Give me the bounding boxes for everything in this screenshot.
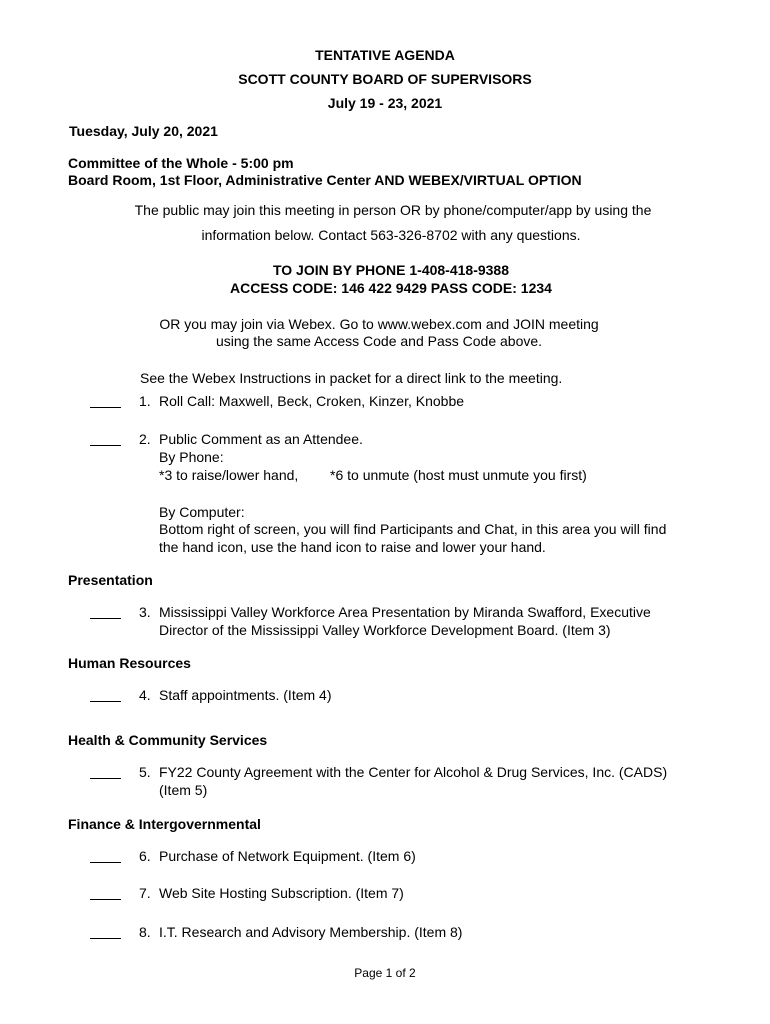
item-7-blank	[90, 885, 121, 900]
item-2-computer-line2: the hand icon, use the hand icon to raise and lower your hand.	[159, 539, 546, 555]
meeting-location: Board Room, 1st Floor, Administrative Center AND WEBEX/VIRTUAL OPTION	[68, 172, 582, 188]
item-2-raise-hand: *3 to raise/lower hand,	[159, 467, 299, 483]
meeting-date: Tuesday, July 20, 2021	[69, 123, 218, 139]
item-4-number: 4.	[139, 687, 151, 703]
item-3-blank	[90, 604, 121, 619]
item-2-computer-label: By Computer:	[159, 504, 245, 520]
item-6-blank	[90, 848, 121, 863]
item-7-number: 7.	[139, 885, 151, 901]
date-range: July 19 - 23, 2021	[327, 95, 443, 111]
item-1-blank	[90, 393, 121, 408]
item-3-number: 3.	[139, 604, 151, 620]
section-health: Health & Community Services	[68, 732, 268, 748]
item-2-text: Public Comment as an Attendee.	[159, 431, 363, 447]
item-1-number: 1.	[139, 393, 151, 409]
item-8-text: I.T. Research and Advisory Membership. (Item 8)	[159, 924, 463, 940]
item-1-text: Roll Call: Maxwell, Beck, Croken, Kinzer, Knobbe	[159, 393, 465, 409]
item-2-phone-label: By Phone:	[159, 449, 224, 465]
section-presentation: Presentation	[68, 572, 153, 588]
page-number: Page 1 of 2	[354, 966, 416, 980]
item-5-line2: (Item 5)	[159, 782, 208, 798]
item-4-text: Staff appointments. (Item 4)	[159, 687, 332, 703]
public-notice-line1: The public may join this meeting in person OR by phone/computer/app by using the	[134, 202, 652, 218]
item-2-computer-line1: Bottom right of screen, you will find Participants and Chat, in this area you will find	[159, 521, 667, 537]
public-notice-line2: information below. Contact 563-326-8702 with any questions.	[201, 227, 581, 243]
join-phone: TO JOIN BY PHONE 1-408-418-9388	[272, 262, 510, 278]
item-4-blank	[90, 687, 121, 702]
meeting-title: Committee of the Whole - 5:00 pm	[68, 155, 294, 171]
doc-title: TENTATIVE AGENDA	[315, 47, 455, 63]
section-human-resources: Human Resources	[68, 655, 191, 671]
webex-instructions: See the Webex Instructions in packet for a direct link to the meeting.	[140, 370, 563, 386]
section-finance: Finance & Intergovernmental	[68, 816, 261, 832]
join-codes: ACCESS CODE: 146 422 9429 PASS CODE: 1234	[230, 280, 552, 296]
item-3-line1: Mississippi Valley Workforce Area Presentation by Miranda Swafford, Executive	[159, 604, 651, 620]
item-2-unmute: *6 to unmute (host must unmute you first)	[330, 467, 587, 483]
item-5-blank	[90, 764, 121, 779]
item-5-line1: FY22 County Agreement with the Center for Alcohol & Drug Services, Inc. (CADS)	[159, 764, 668, 780]
item-3-line2: Director of the Mississippi Valley Workforce Development Board. (Item 3)	[159, 622, 611, 638]
item-7-text: Web Site Hosting Subscription. (Item 7)	[159, 885, 404, 901]
webex-line1: OR you may join via Webex. Go to www.webex.com and JOIN meeting	[159, 316, 599, 332]
item-5-number: 5.	[139, 764, 151, 780]
item-8-blank	[90, 924, 121, 939]
item-6-number: 6.	[139, 848, 151, 864]
item-2-number: 2.	[139, 431, 151, 447]
board-name: SCOTT COUNTY BOARD OF SUPERVISORS	[238, 71, 532, 87]
item-2-blank	[90, 431, 121, 446]
item-6-text: Purchase of Network Equipment. (Item 6)	[159, 848, 416, 864]
item-8-number: 8.	[139, 924, 151, 940]
webex-line2: using the same Access Code and Pass Code above.	[215, 333, 543, 349]
